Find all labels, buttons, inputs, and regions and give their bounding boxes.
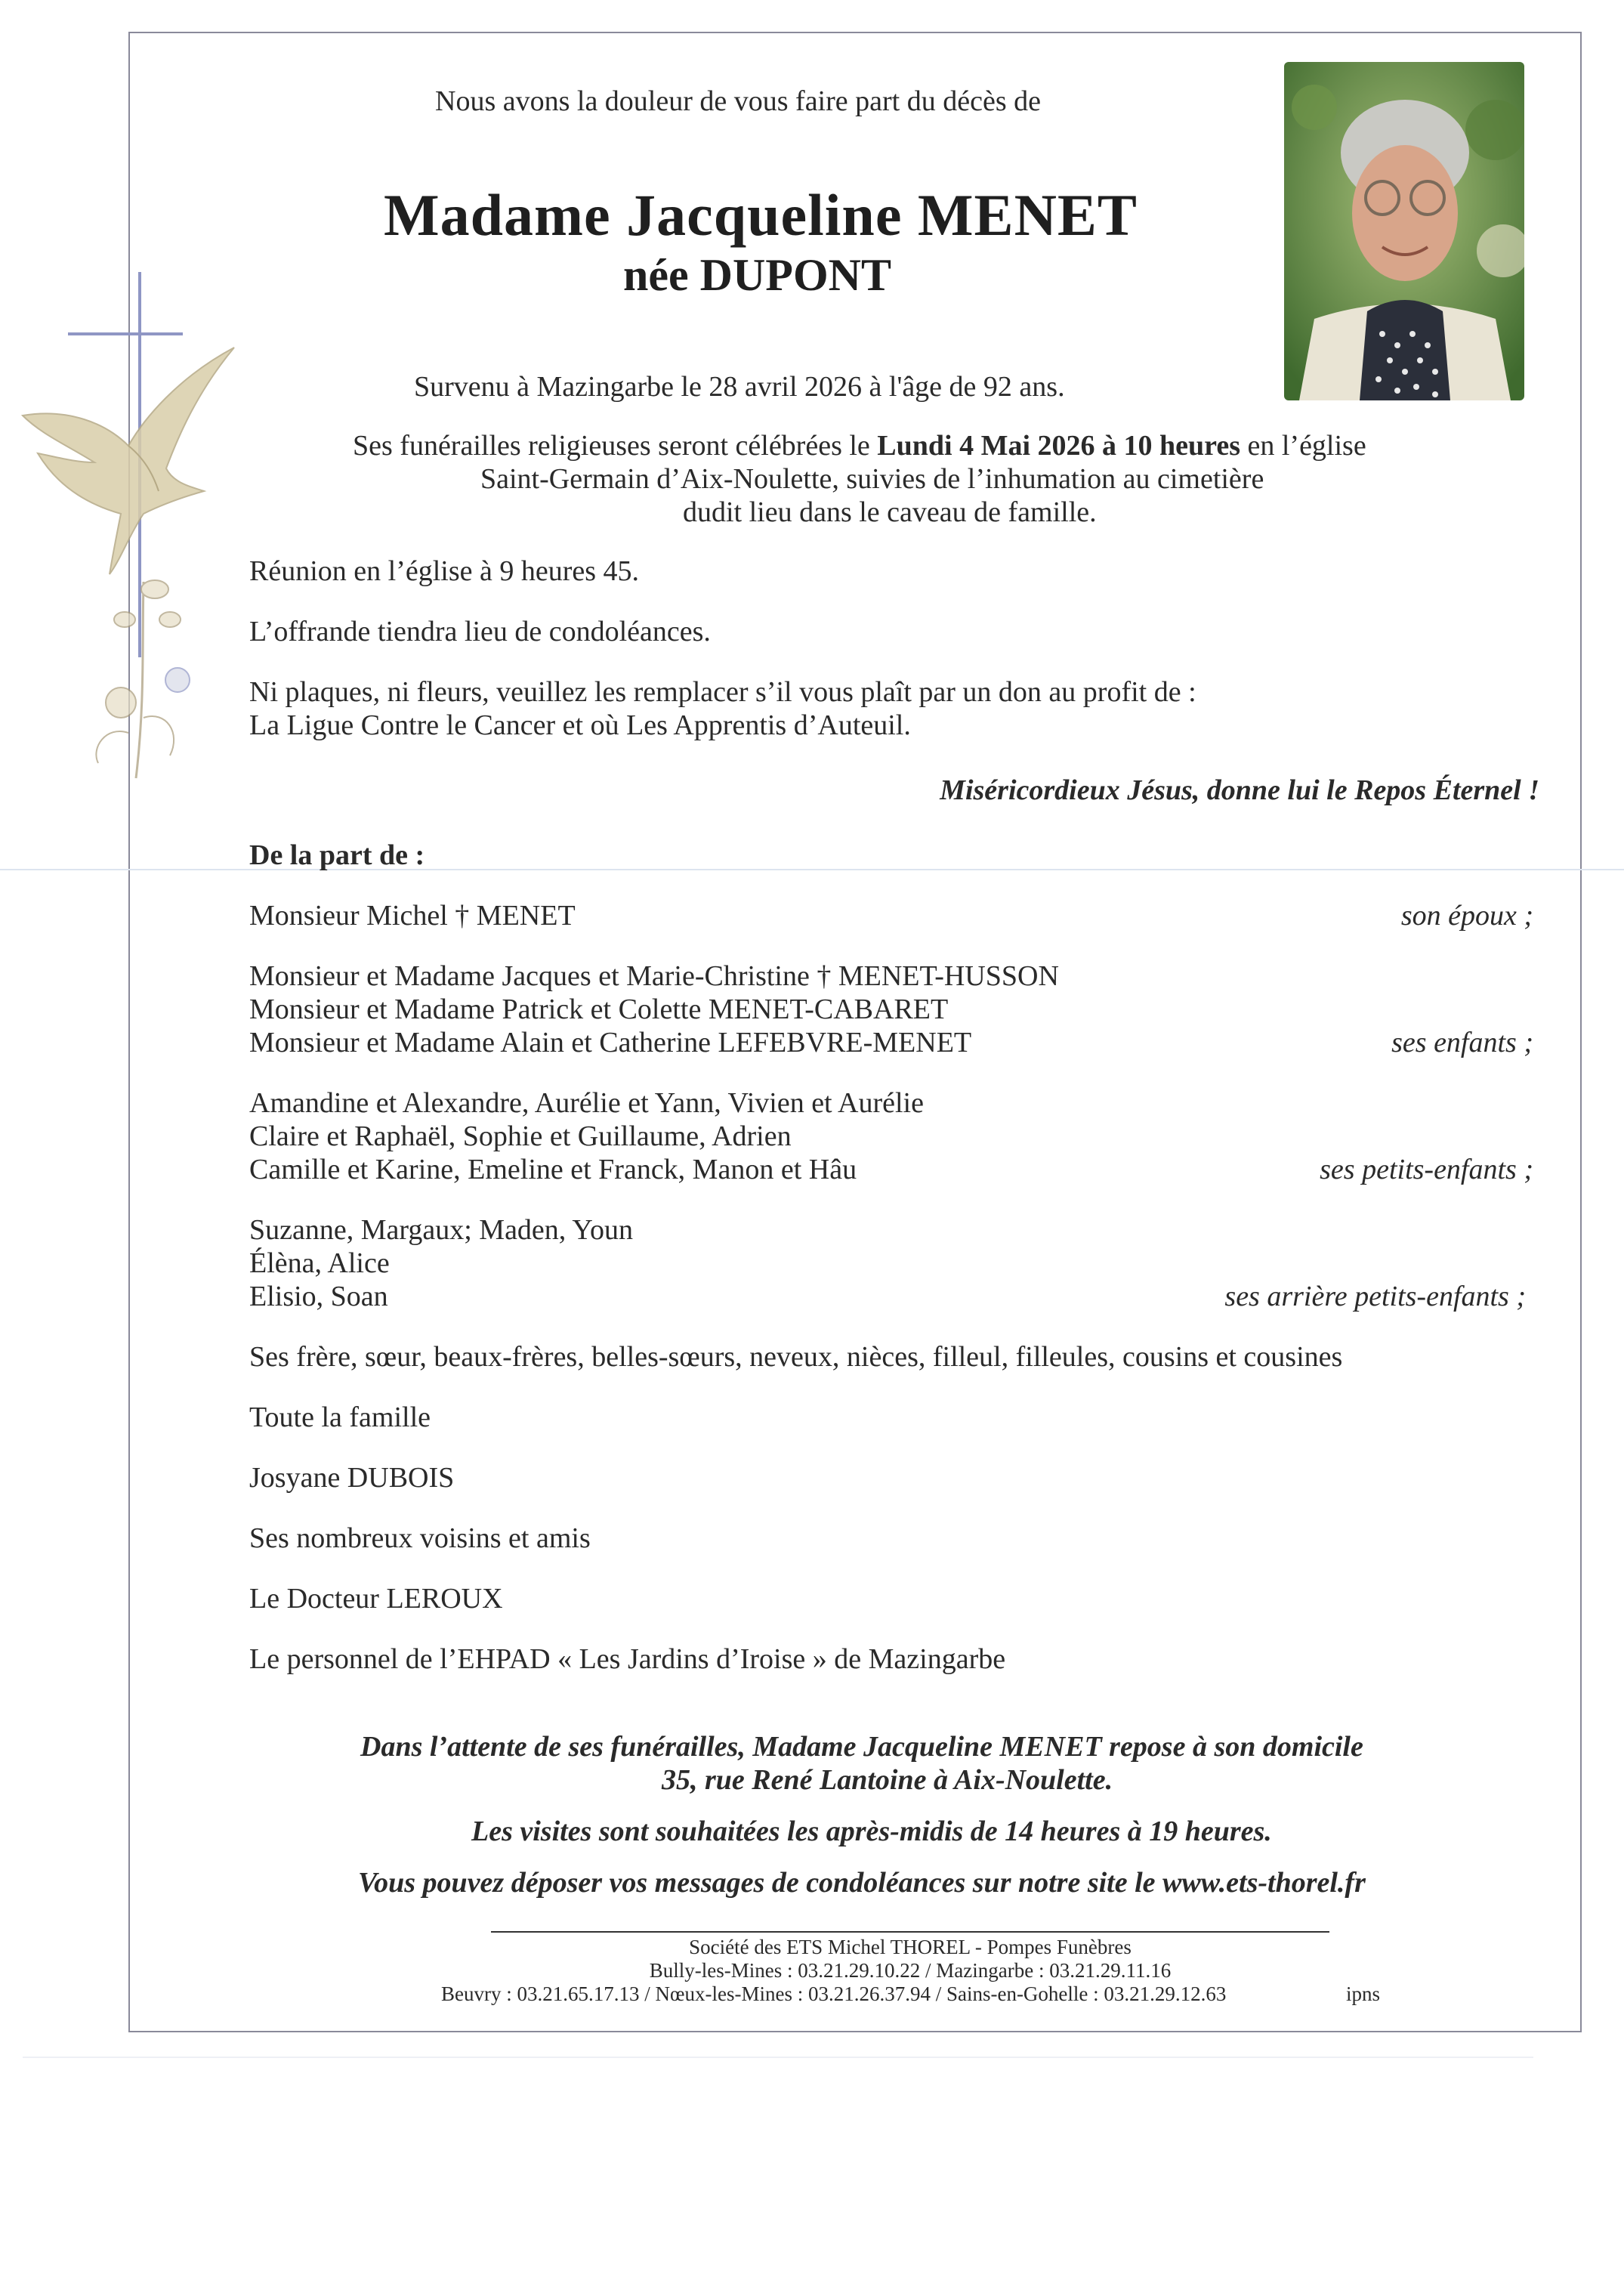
ehpad-staff: Le personnel de l’EHPAD « Les Jardins d’Iroise » de Mazingarbe: [249, 1643, 1006, 1675]
repose-line-2: 35, rue René Lantoine à Aix-Noulette.: [662, 1764, 1113, 1796]
neighbours-friends: Ses nombreux voisins et amis: [249, 1522, 591, 1554]
footer-phones-1: Bully-les-Mines : 03.21.29.10.22 / Mazingarbe : 03.21.29.11.16: [649, 1959, 1172, 1982]
portrait-photo: [1284, 62, 1524, 400]
visiting-hours: Les visites sont souhaitées les après-midis de 14 heures à 19 heures.: [471, 1816, 1272, 1847]
child-3: Monsieur et Madame Alain et Catherine LEFEBVRE-MENET: [249, 1027, 972, 1058]
cross-and-dove-decoration: [15, 264, 257, 793]
whole-family: Toute la famille: [249, 1401, 431, 1433]
plaques-line-1: Ni plaques, ni fleurs, veuillez les remplacer s’il vous plaît par un don au profit de :: [249, 676, 1196, 708]
funeral-date: Lundi 4 Mai 2026 à 10 heures: [877, 430, 1240, 462]
maiden-name: née DUPONT: [623, 250, 891, 300]
spouse-relation: son époux ;: [1400, 900, 1533, 932]
reunion-note: Réunion en l’église à 9 heures 45.: [249, 555, 640, 587]
spouse-name: Monsieur Michel † MENET: [249, 900, 576, 932]
scan-line: [0, 869, 1624, 870]
dove-icon: [23, 348, 234, 574]
children-relation: ses enfants ;: [1391, 1027, 1533, 1058]
repose-line-1: Dans l’attente de ses funérailles, Madame Jacqueline MENET repose à son domicile: [360, 1731, 1363, 1763]
friend-name: Josyane DUBOIS: [249, 1462, 455, 1494]
deceased-name: Madame Jacqueline MENET: [384, 182, 1138, 248]
footer-rule: [491, 1931, 1329, 1933]
child-1: Monsieur et Madame Jacques et Marie-Christine † MENET-HUSSON: [249, 960, 1059, 992]
funeral-line-1-start: Ses funérailles religieuses seront célébrées le: [353, 430, 878, 462]
funeral-line-1: [353, 429, 1366, 462]
funeral-line-2: Saint-Germain d’Aix-Noulette, suivies de l’inhumation au cimetière: [480, 463, 1264, 495]
offrande-note: L’offrande tiendra lieu de condoléances.: [249, 616, 711, 647]
great-grandchildren-3: Elisio, Soan: [249, 1281, 388, 1312]
prayer-text: Miséricordieux Jésus, donne lui le Repos Éternel !: [940, 774, 1539, 806]
funeral-line-3: dudit lieu dans le caveau de famille.: [683, 496, 1097, 528]
scan-line: [23, 2057, 1533, 2058]
ipns-label: ipns: [1346, 1982, 1381, 2005]
family-heading: De la part de :: [249, 839, 425, 871]
funeral-line-1-end: en l’église: [1240, 430, 1366, 462]
grandchildren-3: Camille et Karine, Emeline et Franck, Manon et Hâu: [249, 1154, 857, 1185]
great-grandchildren-relation: ses arrière petits-enfants ;: [1224, 1281, 1526, 1312]
grandchildren-relation: ses petits-enfants ;: [1320, 1154, 1533, 1185]
child-2: Monsieur et Madame Patrick et Colette MENET-CABARET: [249, 994, 949, 1025]
death-details: Survenu à Mazingarbe le 28 avril 2026 à l'âge de 92 ans.: [414, 371, 1065, 403]
condolences-site: Vous pouvez déposer vos messages de condoléances sur notre site le www.ets-thorel.fr: [358, 1867, 1366, 1899]
lily-flower-icon: [96, 580, 190, 778]
great-grandchildren-1: Suzanne, Margaux; Maden, Youn: [249, 1214, 634, 1246]
doctor-name: Le Docteur LEROUX: [249, 1583, 503, 1615]
footer-company: Société des ETS Michel THOREL - Pompes Funèbres: [689, 1936, 1132, 1958]
extended-family: Ses frère, sœur, beaux-frères, belles-sœurs, neveux, nièces, filleul, filleules, cousins et cousines: [249, 1341, 1343, 1373]
great-grandchildren-2: Élèna, Alice: [249, 1247, 390, 1279]
intro-text: Nous avons la douleur de vous faire part du décès de: [435, 85, 1041, 117]
footer-phones-2: Beuvry : 03.21.65.17.13 / Nœux-les-Mines : 03.21.26.37.94 / Sains-en-Gohelle : 03.21.29.12.63: [441, 1982, 1227, 2005]
plaques-line-2: La Ligue Contre le Cancer et où Les Apprentis d’Auteuil.: [249, 709, 911, 741]
grandchildren-2: Claire et Raphaël, Sophie et Guillaume, Adrien: [249, 1120, 792, 1152]
grandchildren-1: Amandine et Alexandre, Aurélie et Yann, Vivien et Aurélie: [249, 1087, 924, 1119]
